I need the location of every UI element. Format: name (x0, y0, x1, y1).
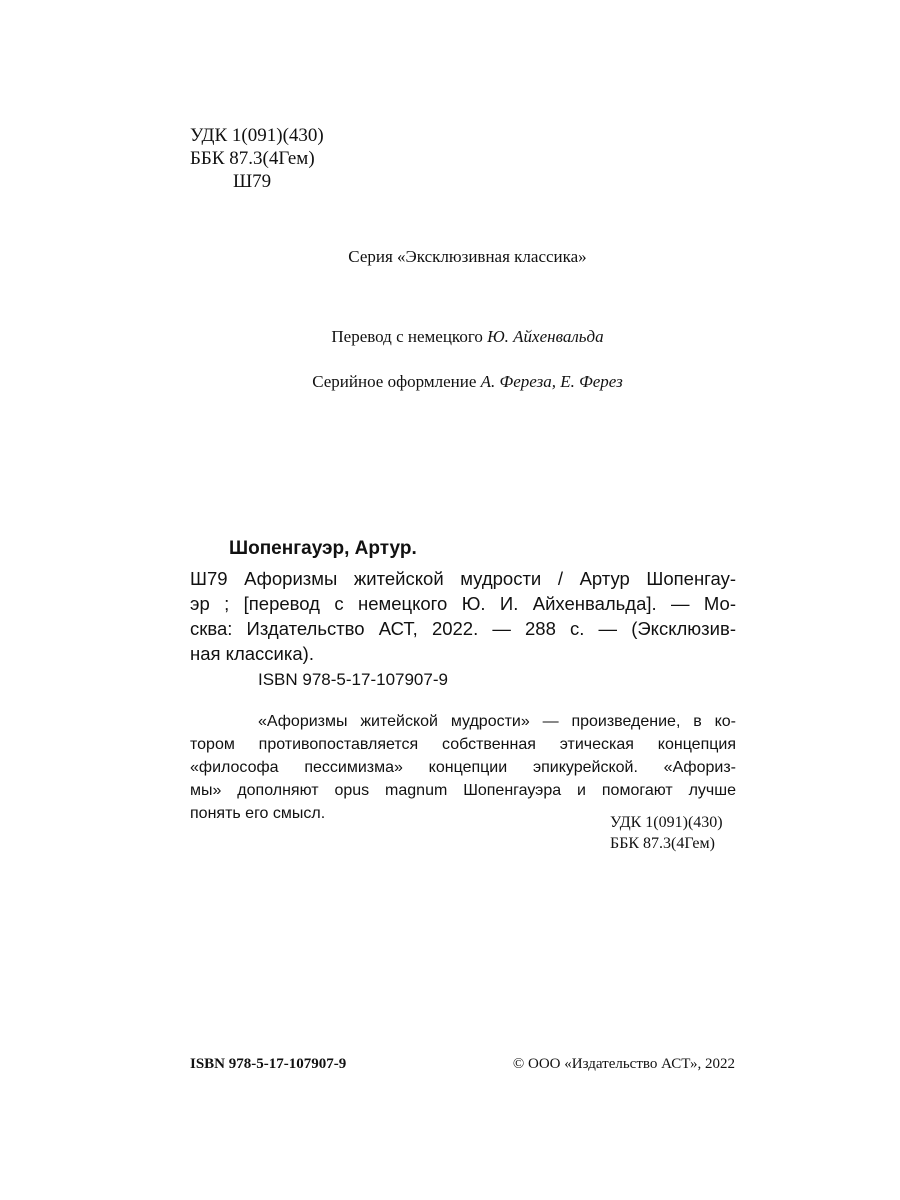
translation-credit (0, 327, 900, 347)
description-line: сква: Издательство АСТ, 2022. — 288 с. — (Эксклюзив- (190, 618, 736, 639)
bbk-code: ББК 87.3(4Гем) (190, 148, 315, 169)
catalog-classification (610, 812, 723, 854)
catalog-bbk: ББК 87.3(4Гем) (610, 835, 715, 852)
annotation-line: мы» дополняют opus magnum Шопенгауэра и помогают лучше (190, 782, 736, 799)
design-credit (0, 372, 900, 392)
author-mark: Ш79 (233, 171, 272, 192)
classification-block (190, 124, 324, 193)
series-line: Серия «Эксклюзивная классика» (348, 247, 587, 266)
translation-prefix: Перевод с немецкого (331, 327, 483, 346)
translator-name: Ю. Айхенвальда (487, 327, 604, 346)
catalog-annotation (190, 710, 736, 825)
catalog-isbn: ISBN 978-5-17-107907-9 (258, 670, 448, 689)
catalog-author-heading: Шопенгауэр, Артур. (229, 538, 417, 559)
annotation-line: «Афоризмы житейской мудрости» — произведение, в ко- (258, 713, 736, 730)
description-line: Ш79 Афоризмы житейской мудрости / Артур Шопенгау- (190, 568, 736, 589)
annotation-line: «философа пессимизма» концепции эпикурейской. «Афориз- (190, 759, 736, 776)
footer-copyright: © ООО «Издательство АСТ», 2022 (512, 1056, 735, 1072)
footer-isbn: ISBN 978-5-17-107907-9 (190, 1056, 347, 1072)
annotation-line: тором противопоставляется собственная этическая концепция (190, 736, 736, 753)
description-line: ная классика). (190, 643, 314, 664)
udk-code: УДК 1(091)(430) (190, 125, 324, 146)
annotation-line: понять его смысл. (190, 805, 326, 822)
catalog-description (190, 566, 736, 666)
description-line: эр ; [перевод с немецкого Ю. И. Айхенвальда]. — Мо- (190, 593, 736, 614)
catalog-udk: УДК 1(091)(430) (610, 814, 723, 831)
designer-names: А. Фереза, Е. Ферез (480, 372, 623, 391)
design-prefix: Серийное оформление (312, 372, 477, 391)
